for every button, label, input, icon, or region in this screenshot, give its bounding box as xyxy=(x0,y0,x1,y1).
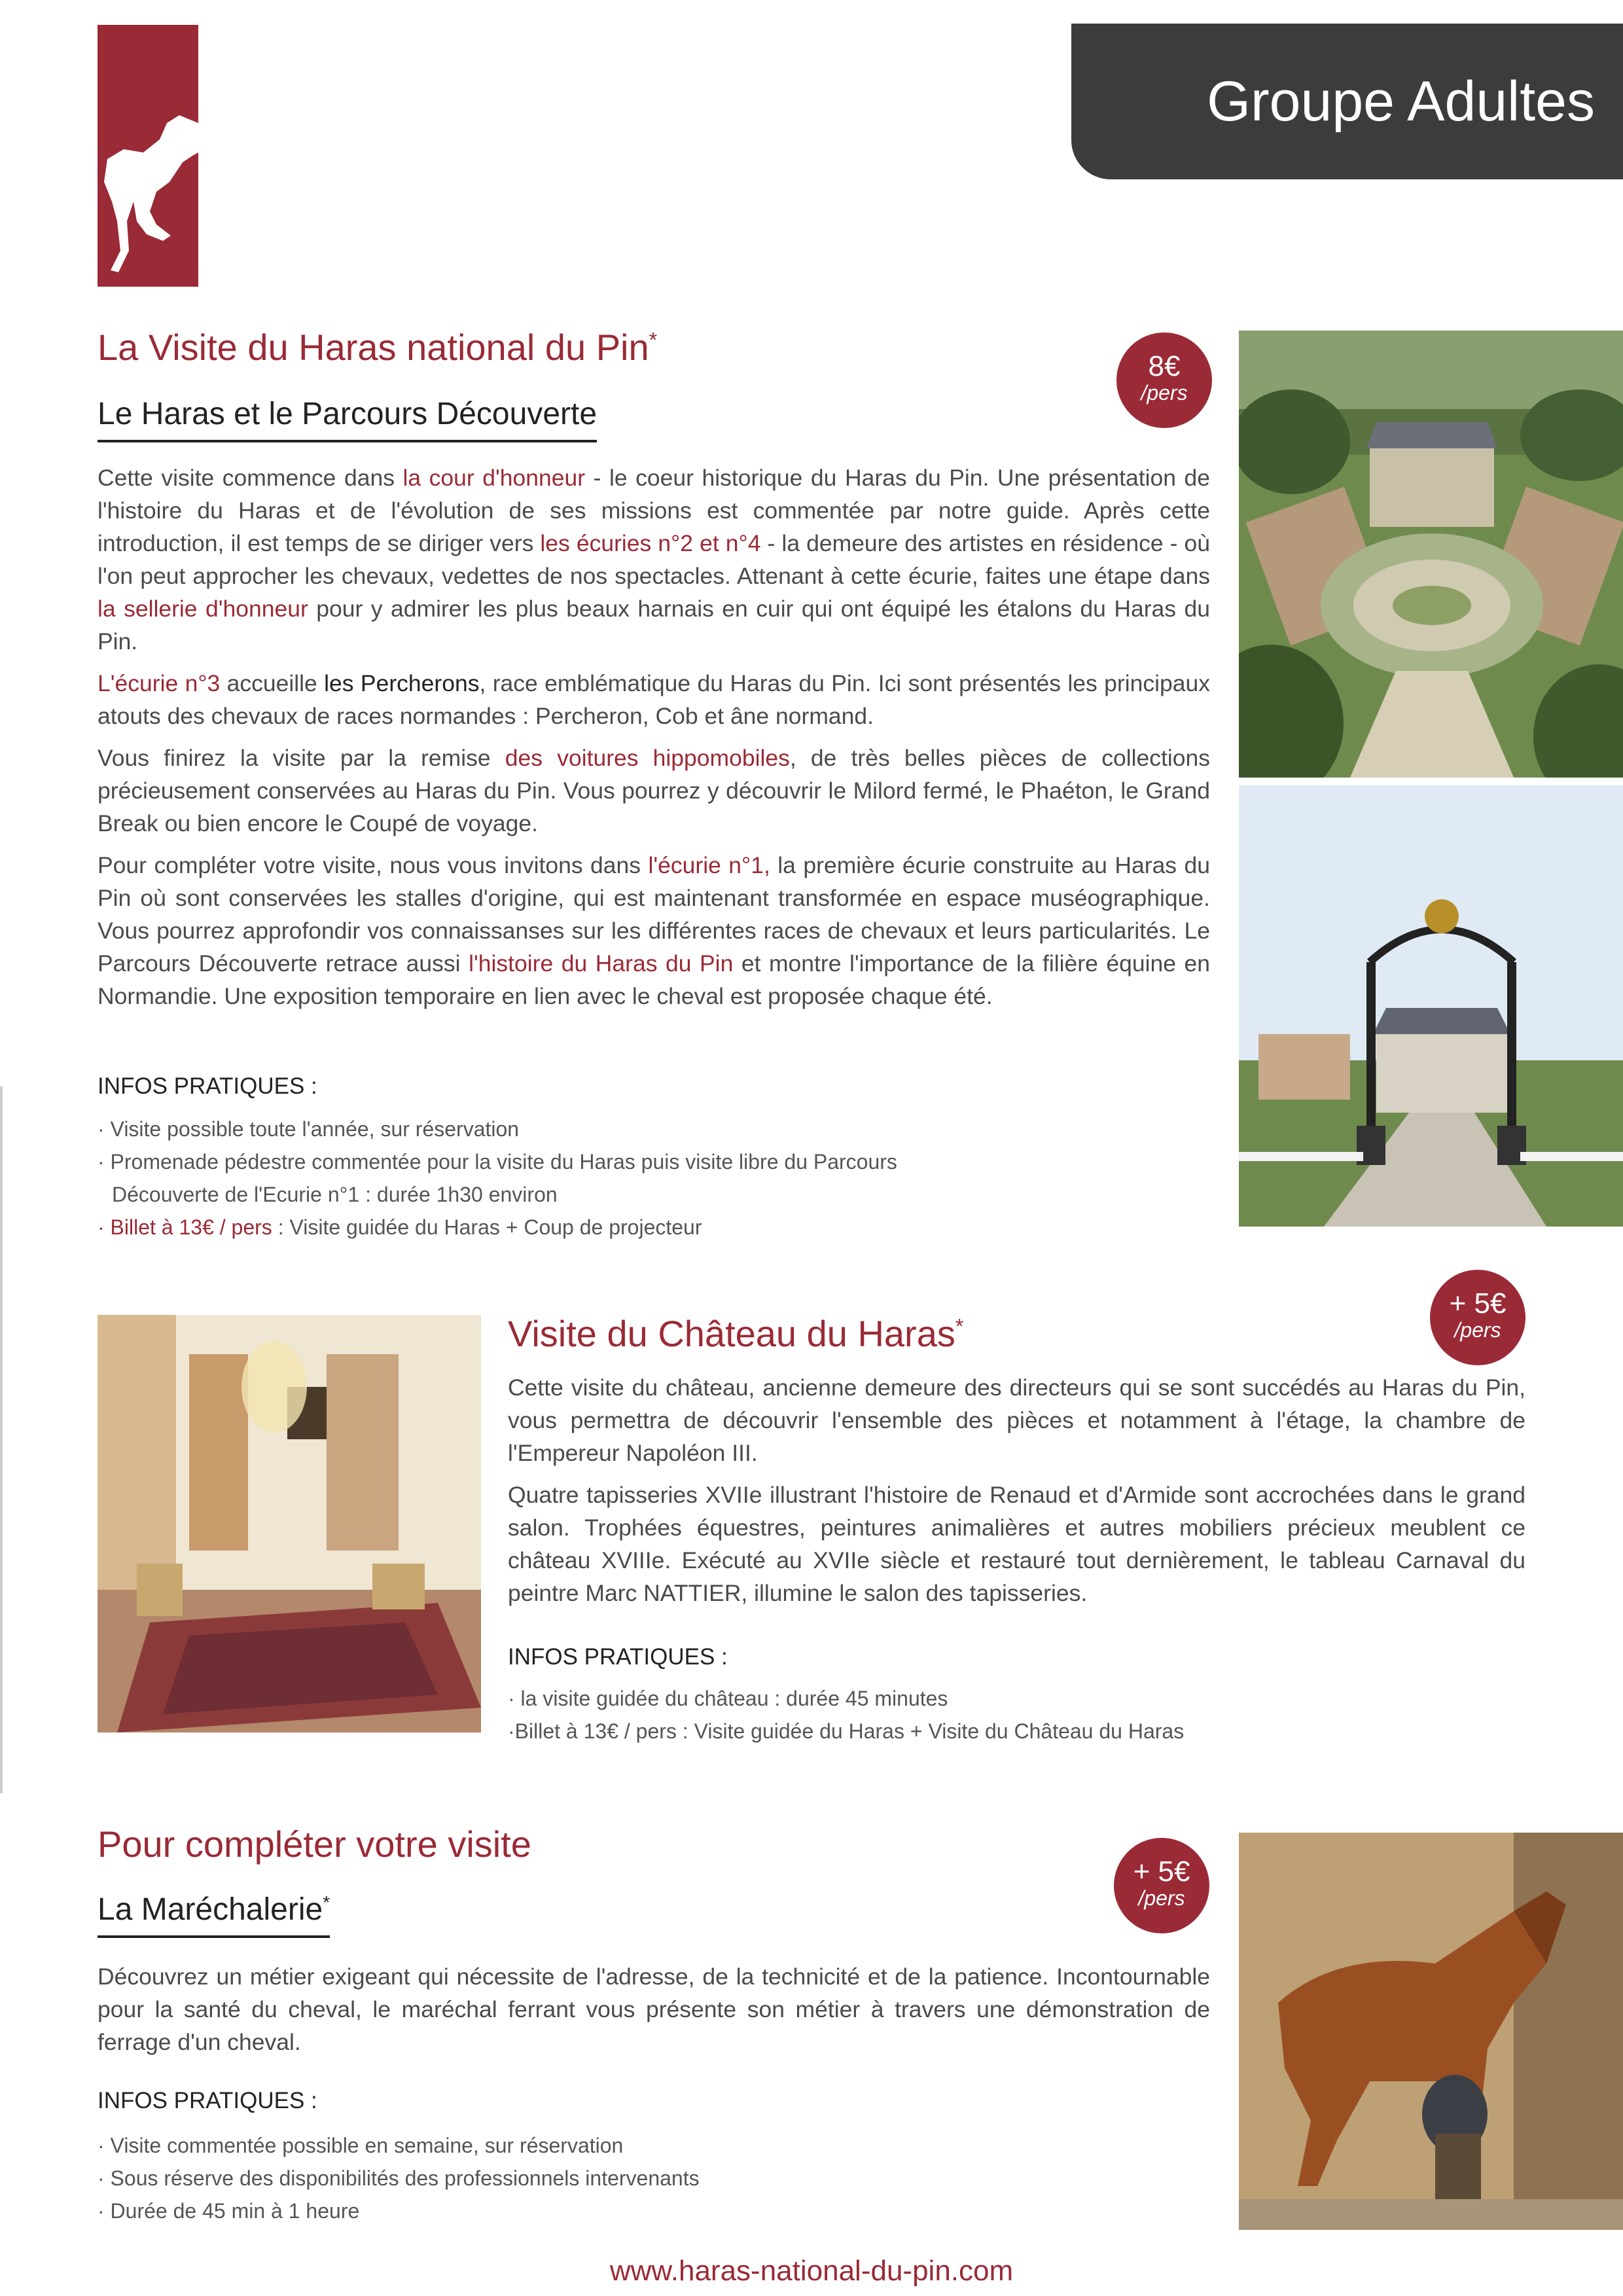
section1-title-mark: * xyxy=(649,328,658,352)
section2-title-mark: * xyxy=(955,1314,964,1338)
price-badge-2-value: + 5€ xyxy=(1449,1287,1507,1319)
logo xyxy=(98,25,198,287)
text: , de très belles pièces de collections précieusement conservées au Haras du Pin. Vous pourrez y découvrir le Milord fermé, le Phaéton, le Grand Break ou bien encore le Coupé de voyage. xyxy=(98,745,1210,836)
section2-paragraph-2: Quatre tapisseries XVIIe illustrant l'histoire de Renaud et d'Armide sont accrochées dans le grand salon. Trophées équestres, peintures animalières et autres mobiliers précieux meublent ce château XVIIIe. Exécuté au XVIIe siècle et restauré tout dernièrement, le tableau Carnaval du peintre Marc NATTIER, illumine le salon des tapisseries. xyxy=(508,1482,1525,1606)
highlight-cour-honneur: la cour d'honneur xyxy=(402,465,586,491)
price-badge-1 xyxy=(1116,332,1212,428)
price-badge-3-value: + 5€ xyxy=(1133,1856,1190,1888)
section1-paragraph-3 xyxy=(98,742,1210,840)
section1-paragraph-2 xyxy=(98,667,1210,732)
section1-subtitle-text: Le Haras et le Parcours Découverte xyxy=(98,396,597,442)
highlight-percherons: les Percherons xyxy=(324,670,480,696)
text: Vous finirez la visite par la remise xyxy=(98,745,505,771)
highlight-voitures: des voitures hippomobiles xyxy=(505,745,790,771)
info-item: Découverte de l'Ecurie n°1 : durée 1h30 environ xyxy=(112,1183,558,1206)
highlight-ecurie-1: l'écurie n°1, xyxy=(648,852,770,878)
section3-subtitle xyxy=(98,1892,330,1938)
price-badge-3-unit: /pers xyxy=(1138,1886,1185,1910)
subtitle-mark: * xyxy=(323,1892,330,1912)
price-badge-2 xyxy=(1430,1270,1525,1365)
info-item: · Promenade pédestre commentée pour la visite du Haras puis visite libre du Parcours xyxy=(98,1150,897,1174)
farrier-photo xyxy=(1239,1833,1623,2230)
section1-body xyxy=(98,461,1210,1022)
footer-url[interactable]: www.haras-national-du-pin.com xyxy=(609,2255,1014,2287)
text: et montre l'importance de la filière équine en Normandie. Une exposition temporaire en lien avec le cheval est proposée chaque été. xyxy=(98,950,1210,1009)
text: - la demeure des artistes en résidence - où l'on peut approcher les chevaux, vedettes de nos spectacles. Attenant à cette écurie, faites une étape dans xyxy=(98,530,1211,589)
section1-infos-title: INFOS PRATIQUES : xyxy=(98,1073,317,1099)
section1-title-text: La Visite du Haras national du Pin xyxy=(98,327,649,368)
info-item: · la visite guidée du château : durée 45 minutes xyxy=(508,1687,948,1710)
section3-paragraph-1: Découvrez un métier exigeant qui nécessite de l'adresse, de la technicité et de la patience. Incontournable pour la santé du cheval, le maréchal ferrant vous présente son métier à travers une démonstration de ferrage d'un cheval. xyxy=(98,1964,1210,2055)
aerial-chateau-photo xyxy=(1239,331,1623,778)
info-price: · Billet à 13€ / pers xyxy=(98,1215,272,1239)
section1-paragraph-1 xyxy=(98,461,1210,658)
highlight-histoire: l'histoire du Haras du Pin xyxy=(469,950,734,977)
text: pour y admirer les plus beaux harnais en cuir qui ont équipé les étalons du Haras du Pin. xyxy=(98,596,1210,655)
left-edge-divider xyxy=(0,1086,3,1793)
section1-infos-list xyxy=(98,1113,897,1244)
section1-subtitle xyxy=(98,396,597,442)
section2-paragraph-1: Cette visite du château, ancienne demeure des directeurs qui se sont succédés au Haras du Pin, vous permettra de découvrir l'ensemble des pièces et notamment à l'étage, la chambre de l'Empereur Napoléon III. xyxy=(508,1374,1525,1466)
info-item: · Sous réserve des disponibilités des professionnels intervenants xyxy=(98,2166,700,2190)
info-item: ·Billet à 13€ / pers : Visite guidée du Haras + Visite du Château du Haras xyxy=(508,1719,1185,1743)
section2-infos-list xyxy=(508,1682,1184,1748)
section3-body xyxy=(98,1960,1210,2068)
gate-photo xyxy=(1239,785,1623,1227)
price-badge-1-value: 8€ xyxy=(1148,350,1181,382)
page-title: Groupe Adultes xyxy=(1207,70,1595,133)
section3-subtitle-text xyxy=(98,1892,330,1938)
section2-infos-title: INFOS PRATIQUES : xyxy=(508,1644,728,1670)
section1-title xyxy=(98,326,657,368)
price-badge-1-unit: /pers xyxy=(1141,381,1188,404)
horse-logo-icon xyxy=(98,25,198,287)
section3-title: Pour compléter votre visite xyxy=(98,1823,531,1865)
section1-paragraph-4 xyxy=(98,849,1210,1013)
text: Cette visite commence dans xyxy=(98,465,403,491)
text: la première écurie construite au Haras du Pin où sont conservées les stalles d'origine, qui est maintenant transformée en espace muséographique. Vous pourrez approfondir vos connaissanses sur les différentes races de chevaux et leurs particularités. Le Parcours Découverte retrace aussi xyxy=(98,852,1211,977)
chateau-salon-photo xyxy=(98,1315,481,1732)
info-item: · Durée de 45 min à 1 heure xyxy=(98,2199,360,2223)
section2-body xyxy=(508,1371,1525,1619)
section3-infos-list xyxy=(98,2129,700,2227)
price-badge-3 xyxy=(1114,1838,1209,1933)
section3-infos-title: INFOS PRATIQUES : xyxy=(98,2088,317,2113)
info-item: · Visite commentée possible en semaine, sur réservation xyxy=(98,2134,624,2157)
info-item: · Visite possible toute l'année, sur réservation xyxy=(98,1117,520,1141)
text: Pour compléter votre visite, nous vous invitons dans xyxy=(98,852,649,878)
text: La Maréchalerie xyxy=(98,1892,323,1927)
text: , race emblématique du Haras du Pin. Ici sont présentés les principaux atouts des chevaux de races normandes : Percheron, Cob et âne normand. xyxy=(98,670,1210,729)
info-item xyxy=(98,1211,897,1244)
section2-title-text: Visite du Château du Haras xyxy=(508,1313,955,1354)
text: : Visite guidée du Haras + Coup de projecteur xyxy=(272,1215,702,1239)
price-badge-2-unit: /pers xyxy=(1454,1318,1501,1342)
highlight-ecurie-3: L'écurie n°3 xyxy=(98,670,221,696)
text: accueille xyxy=(220,670,325,696)
highlight-sellerie: la sellerie d'honneur xyxy=(98,596,308,622)
section2-title xyxy=(508,1312,963,1355)
highlight-ecuries: les écuries n°2 et n°4 xyxy=(540,530,761,556)
text: - le coeur historique du Haras du Pin. Une présentation de l'histoire du Haras et de l'évolution de ses missions est commentée par notre guide. Après cette introduction, il est temps de se diriger vers xyxy=(98,465,1211,556)
